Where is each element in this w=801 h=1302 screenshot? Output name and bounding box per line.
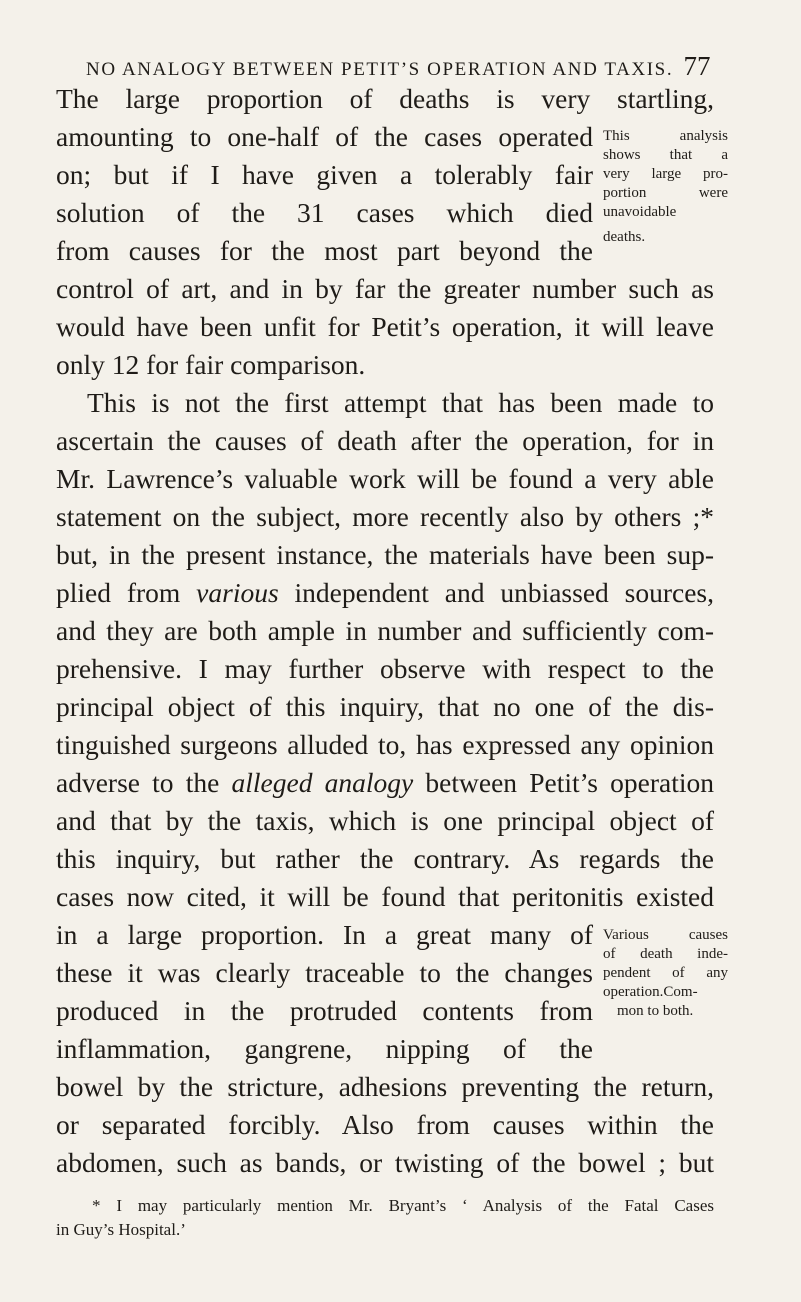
body-line: in a large proportion. In a great many of <box>56 919 593 950</box>
margin-note-line: pendent of any <box>603 965 728 981</box>
margin-note-line: shows that a <box>603 147 728 163</box>
body-line: these it was clearly traceable to the changes <box>56 957 593 988</box>
body-line: would have been unfit for Petit’s operation, it will leave <box>56 311 714 342</box>
body-line: prehensive. I may further observe with respect to the <box>56 653 714 684</box>
margin-note-line: of death inde- <box>603 946 728 962</box>
body-line: inflammation, gangrene, nipping of the <box>56 1033 593 1064</box>
body-line: and they are both ample in number and sufficiently com- <box>56 615 714 646</box>
body-line: produced in the protruded contents from <box>56 995 593 1026</box>
margin-note-line: unavoidable <box>603 204 677 220</box>
text-run: between Petit’s operation <box>425 767 715 798</box>
body-line: solution of the 31 cases which died <box>56 197 593 228</box>
running-header <box>86 51 746 82</box>
body-line: from causes for the most part beyond the <box>56 235 593 266</box>
body-line: Mr. Lawrence’s valuable work will be found a very able <box>56 463 714 494</box>
body-line: tinguished surgeons alluded to, has expressed any opinion <box>56 729 714 760</box>
margin-note-line: very large pro- <box>603 166 728 182</box>
running-title: NO ANALOGY BETWEEN PETIT’S OPERATION AND TAXIS. <box>86 59 674 80</box>
page-number: 77 <box>683 51 711 81</box>
margin-note-line: operation.Com- <box>603 984 698 1000</box>
italic-text: alleged analogy <box>231 767 414 798</box>
margin-note-line: deaths. <box>603 229 646 245</box>
body-line: This is not the first attempt that has been made to <box>87 387 714 418</box>
body-line: ascertain the causes of death after the operation, for in <box>56 425 714 456</box>
italic-text: various <box>196 577 279 608</box>
body-line <box>56 574 714 612</box>
margin-note-line: mon to both. <box>617 1003 694 1019</box>
text-run: independent and unbiassed sources, <box>294 577 714 608</box>
body-line: but, in the present instance, the materials have been sup- <box>56 539 714 570</box>
footnote-line: in Guy’s Hospital.’ <box>56 1220 186 1239</box>
body-line: on; but if I have given a tolerably fair <box>56 159 593 190</box>
text-run: adverse to the <box>56 767 220 798</box>
body-line: The large proportion of deaths is very startling, <box>56 83 714 114</box>
body-line: only 12 for fair comparison. <box>56 349 366 380</box>
footnote-line: * I may particularly mention Mr. Bryant’s ‘ Analysis of the Fatal Cases <box>92 1196 714 1215</box>
body-line: principal object of this inquiry, that no one of the dis- <box>56 691 714 722</box>
body-line: statement on the subject, more recently also by others ;* <box>56 501 714 532</box>
body-line: amounting to one-half of the cases operated <box>56 121 593 152</box>
body-line: abdomen, such as bands, or twisting of the bowel ; but <box>56 1147 714 1178</box>
body-line: and that by the taxis, which is one principal object of <box>56 805 714 836</box>
body-line <box>56 764 714 802</box>
text-run: plied from <box>56 577 181 608</box>
body-line: control of art, and in by far the greater number such as <box>56 273 714 304</box>
margin-note-line: This analysis <box>603 128 728 144</box>
body-line: this inquiry, but rather the contrary. As regards the <box>56 843 714 874</box>
body-line: or separated forcibly. Also from causes within the <box>56 1109 714 1140</box>
margin-note-line: Various causes <box>603 927 728 943</box>
margin-note-line: portion were <box>603 185 728 201</box>
body-line: bowel by the stricture, adhesions preventing the return, <box>56 1071 714 1102</box>
body-line: cases now cited, it will be found that peritonitis existed <box>56 881 714 912</box>
